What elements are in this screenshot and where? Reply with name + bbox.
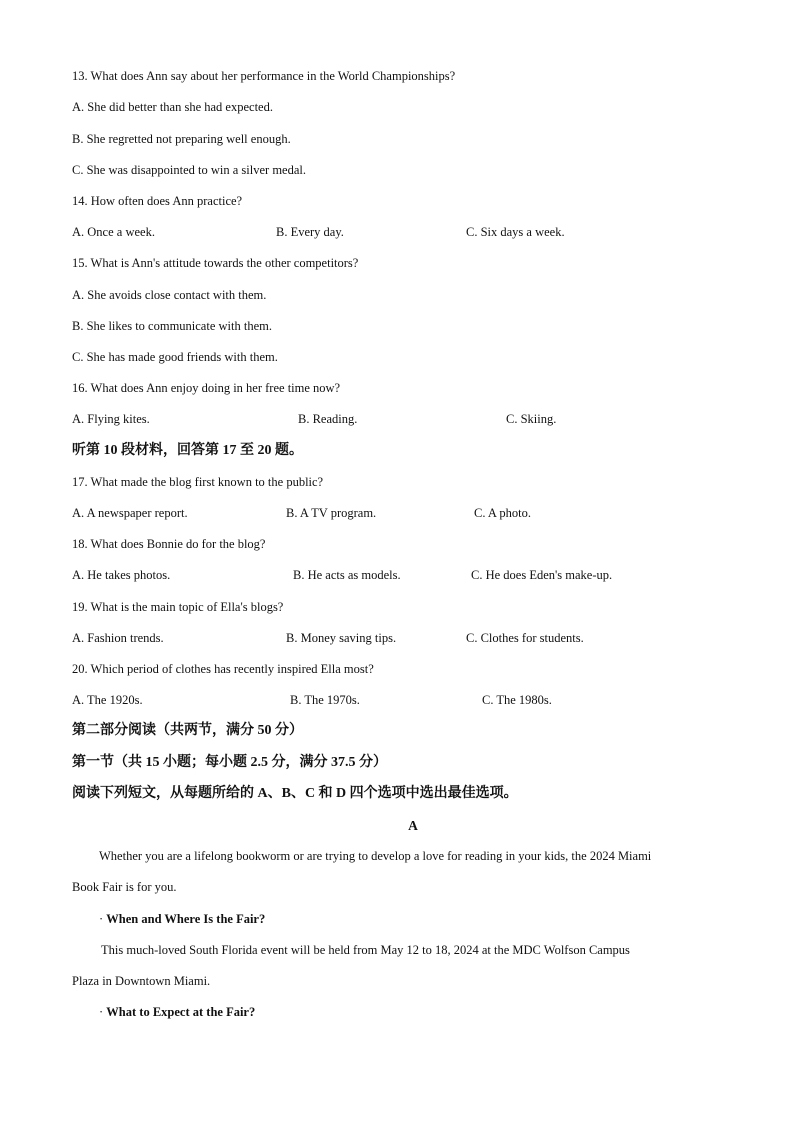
passage-paragraph-2-line-1: This much-loved South Florida event will be held from May 12 to 18, 2024 at the MDC Wolfson Campus: [101, 943, 630, 957]
q19-option-c: C. Clothes for students.: [466, 631, 584, 645]
q18-question: 18. What does Bonnie do for the blog?: [72, 537, 266, 551]
q14-option-c: C. Six days a week.: [466, 225, 565, 239]
q18-option-c: C. He does Eden's make-up.: [471, 568, 613, 582]
q18-option-b: B. He acts as models.: [293, 568, 401, 582]
q17-option-a: A. A newspaper report.: [72, 506, 188, 520]
q16-option-a: A. Flying kites.: [72, 412, 150, 426]
section-one-heading: 第一节（共 15 小题；每小题 2.5 分，满分 37.5 分）: [72, 755, 387, 770]
section-10-heading: 听第 10 段材料，回答第 17 至 20 题。: [72, 443, 303, 458]
q15-question: 15. What is Ann's attitude towards the other competitors?: [72, 256, 359, 270]
bullet-icon: ·: [99, 1005, 104, 1019]
q16-option-b: B. Reading.: [298, 412, 358, 426]
passage-paragraph-2-line-2: Plaza in Downtown Miami.: [72, 974, 211, 988]
q19-question: 19. What is the main topic of Ella's blogs?: [72, 600, 284, 614]
q15-option-b: B. She likes to communicate with them.: [72, 319, 272, 333]
q17-question: 17. What made the blog first known to the public?: [72, 475, 324, 489]
q19-option-a: A. Fashion trends.: [72, 631, 164, 645]
q14-question: 14. How often does Ann practice?: [72, 194, 243, 208]
subheading-what-to-expect: [99, 1004, 255, 1020]
q17-option-b: B. A TV program.: [286, 506, 377, 520]
q15-option-c: C. She has made good friends with them.: [72, 350, 278, 364]
q17-option-c: C. A photo.: [474, 506, 531, 520]
q14-option-a: A. Once a week.: [72, 225, 155, 239]
part-two-heading: 第二部分阅读（共两节，满分 50 分）: [72, 723, 303, 738]
passage-paragraph-1-line-2: Book Fair is for you.: [72, 880, 177, 894]
q20-question: 20. Which period of clothes has recently inspired Ella most?: [72, 662, 374, 676]
reading-instruction: 阅读下列短文，从每题所给的 A、B、C 和 D 四个选项中选出最佳选项。: [72, 786, 518, 801]
q13-option-c: C. She was disappointed to win a silver medal.: [72, 163, 306, 177]
q15-option-a: A. She avoids close contact with them.: [72, 288, 267, 302]
passage-paragraph-1-line-1: Whether you are a lifelong bookworm or are trying to develop a love for reading in your kids, the 2024 Miami: [99, 849, 652, 863]
q20-option-b: B. The 1970s.: [290, 693, 360, 707]
q20-option-c: C. The 1980s.: [482, 693, 552, 707]
q13-question: 13. What does Ann say about her performance in the World Championships?: [72, 69, 456, 83]
q14-option-b: B. Every day.: [276, 225, 344, 239]
q13-option-b: B. She regretted not preparing well enough.: [72, 132, 291, 146]
bullet-icon: ·: [99, 912, 104, 926]
q18-option-a: A. He takes photos.: [72, 568, 171, 582]
q16-option-c: C. Skiing.: [506, 412, 557, 426]
q20-option-a: A. The 1920s.: [72, 693, 143, 707]
subheading-when-where: [99, 911, 265, 927]
subheading-text: What to Expect at the Fair?: [106, 1005, 256, 1019]
q19-option-b: B. Money saving tips.: [286, 631, 397, 645]
q13-option-a: A. She did better than she had expected.: [72, 100, 273, 114]
q16-question: 16. What does Ann enjoy doing in her free time now?: [72, 381, 341, 395]
subheading-text: When and Where Is the Fair?: [106, 912, 266, 926]
passage-letter: A: [408, 818, 418, 833]
